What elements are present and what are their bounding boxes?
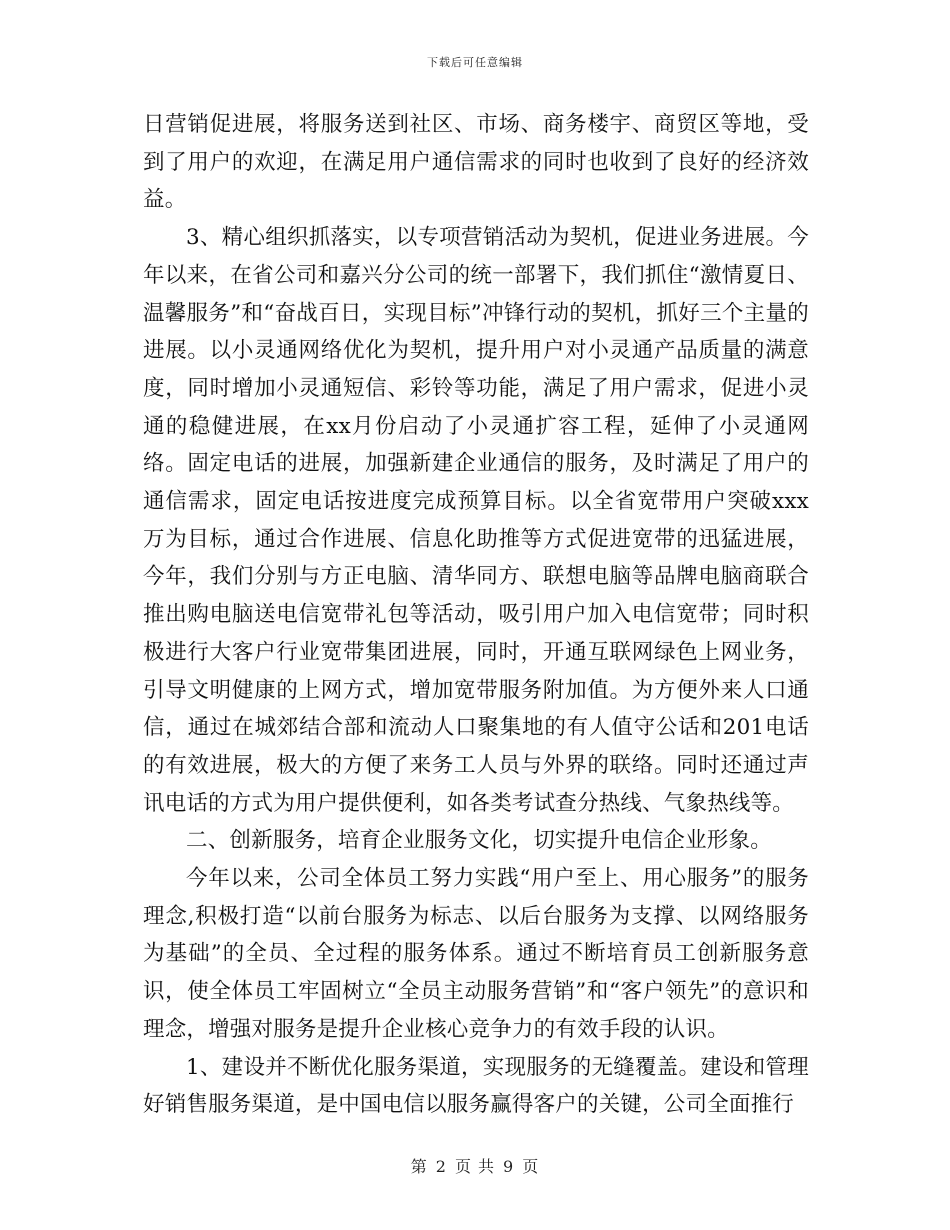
paragraph-1: 日营销促进展，将服务送到社区、市场、商务楼宇、商贸区等地，受到了用户的欢迎，在满足用户通信需求的同时也收到了良好的经济效益。 [143,112,809,213]
page-footer [0,1154,950,1177]
footer-suffix: 页 [522,1157,540,1176]
section-heading: 二、创新服务，培育企业服务文化，切实提升电信企业形象。 [186,828,772,854]
paragraph-2: 3、精心组织抓落实，以专项营销活动为契机，促进业务进展。今年以来，在省公司和嘉兴分公司的统一部署下，我们抓住“激情夏日、温馨服务”和“奋战百日，实现目标”冲锋行动的契机，抓好三个主量的进展。以小灵通网络优化为契机，提升用户对小灵通产品质量的满意度，同时增加小灵通短信、彩铃等功能，满足了用户需求，促进小灵通的稳健进展，在xx月份启动了小灵通扩容工程，延伸了小灵通网络。固定电话的进展，加强新建企业通信的服务，及时满足了用户的通信需求，固定电话按进度完成预算目标。以全省宽带用户突破xxx万为目标，通过合作进展、信息化助推等方式促进宽带的迅猛进展，今年，我们分别与方正电脑、清华同方、联想电脑等品牌电脑商联合推出购电脑送电信宽带礼包等活动，吸引用户加入电信宽带；同时积极进行大客户行业宽带集团进展，同时，开通互联网绿色上网业务，引导文明健康的上网方式，增加宽带服务附加值。为方便外来人口通信，通过在城郊结合部和流动人口聚集地的有人值守公话和201电话的有效进展，极大的方便了来务工人员与外界的联络。同时还通过声讯电话的方式为用户提供便利，如各类考试查分热线、气象热线等。 [143,225,809,816]
paragraph-3: 今年以来，公司全体员工努力实践“用户至上、用心服务”的服务理念,积极打造“以前台服务为标志、以后台服务为支撑、以网络服务为基础”的全员、全过程的服务体系。通过不断培育员工创新服务意识，使全体员工牢固树立“全员主动服务营销”和“客户领先”的意识和理念，增强对服务是提升企业核心竞争力的有效手段的认识。 [143,866,809,1042]
page-number: 2 [435,1157,447,1176]
footer-middle: 页 共 [454,1157,496,1176]
page-header [0,54,950,70]
header-note: 下载后可任意编辑 [427,56,523,69]
footer-prefix: 第 [410,1157,428,1176]
document-body [143,106,809,1124]
total-pages: 9 [503,1157,515,1176]
paragraph-4: 1、建设并不断优化服务渠道，实现服务的无缝覆盖。建设和管理好销售服务渠道，是中国电信以服务赢得客户的关键，公司全面推行 [143,1054,809,1118]
